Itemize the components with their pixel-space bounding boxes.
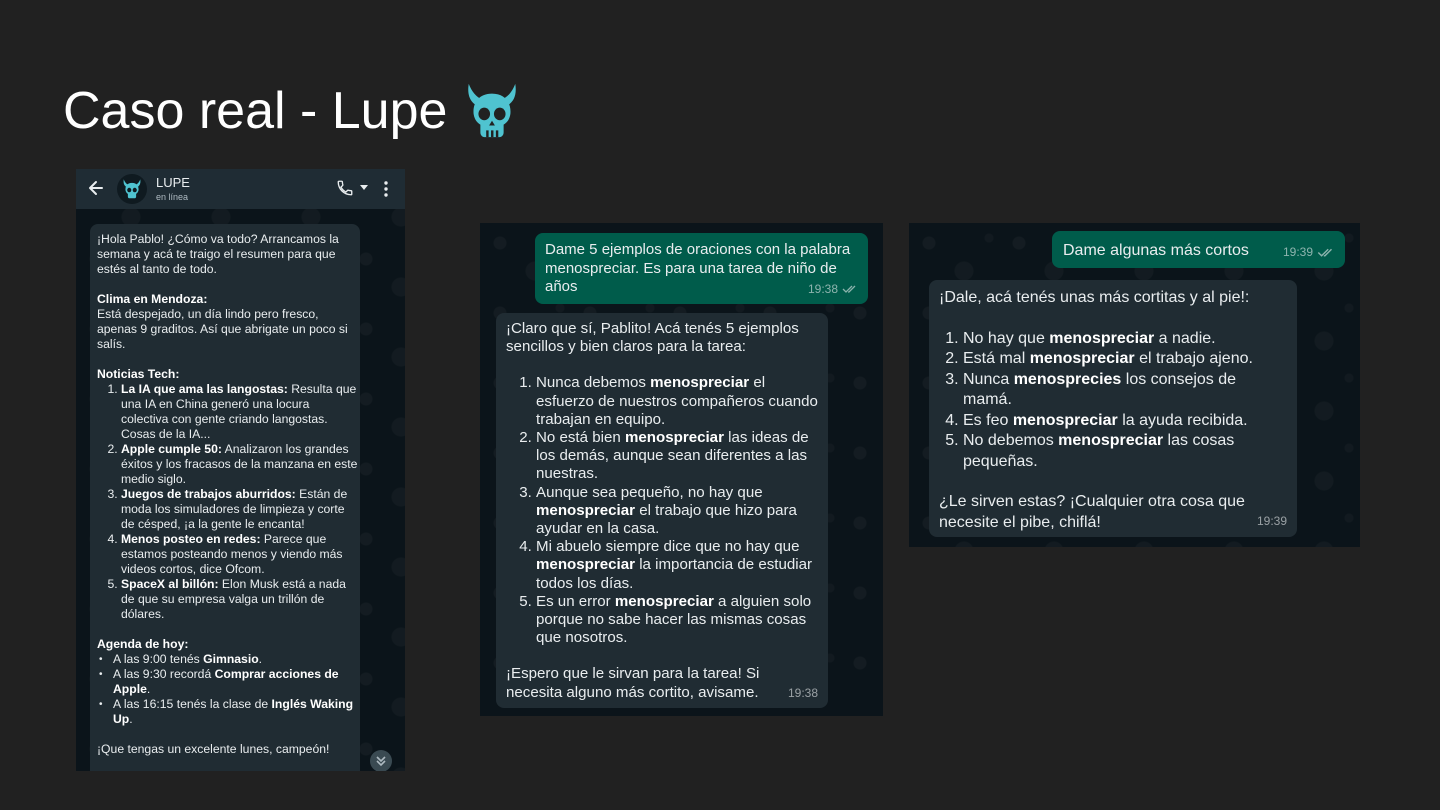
horned-skull-icon (461, 80, 523, 142)
agenda-bold: Gimnasio (203, 652, 259, 666)
news-heading: Noticias Tech: (97, 367, 180, 381)
item-text: Nunca debemos (536, 374, 651, 392)
news-item-text: Analizaron los grandes éxitos y los fracasos de la manzana en este medio siglo. (121, 442, 358, 486)
chat-screenshot-short-examples (909, 223, 1360, 547)
item-text: el trabajo ajeno. (1134, 350, 1253, 367)
list-item (963, 370, 1287, 411)
incoming-message[interactable] (90, 224, 360, 771)
news-item-text: Resulta que una IA en China generó una locura colectiva con gente criando langostas. Cosas de la IA... (121, 382, 357, 441)
news-list (97, 382, 360, 622)
chat-header (76, 169, 405, 209)
item-text: Mi abuelo siempre dice que no hay que (536, 538, 800, 556)
news-item-title: La IA que ama las langostas: (121, 382, 288, 396)
news-item-title: SpaceX al billón: (121, 577, 219, 591)
news-item-title: Juegos de trabajos aburridos: (121, 487, 296, 501)
list-item (121, 577, 360, 622)
contact-name[interactable]: LUPE (156, 175, 190, 190)
news-item-text: Elon Musk está a nada de que su empresa valga un trillón de dólares. (121, 577, 346, 621)
list-item (963, 329, 1287, 350)
slide-title-text: Caso real - Lupe (63, 82, 448, 140)
item-bold: menospreciar (1029, 350, 1135, 367)
list-item (536, 538, 818, 593)
list-item (113, 652, 360, 667)
agenda-bold: Comprar acciones de Apple (113, 667, 339, 696)
greeting-text: ¡Hola Pablo! ¿Cómo va todo? Arrancamos la semana y acá te traigo el resumen para que estés al tanto de todo. (97, 232, 339, 276)
item-text: la importancia de estudiar todos los días. (536, 556, 813, 592)
incoming-message[interactable] (929, 280, 1297, 537)
examples-list (506, 374, 818, 647)
item-text: No debemos (963, 432, 1059, 449)
slide-title (63, 80, 523, 142)
outgoing-message[interactable] (1052, 231, 1345, 268)
outgoing-message[interactable] (535, 233, 868, 304)
agenda-text: . (129, 712, 133, 726)
agenda-list (97, 652, 360, 727)
agenda-heading: Agenda de hoy: (97, 637, 189, 651)
item-text: Nunca (963, 370, 1014, 388)
item-bold: menospreciar (614, 592, 714, 610)
item-bold: menospreciar (1058, 432, 1164, 449)
list-item (536, 593, 818, 648)
item-bold: menosprecies (1013, 370, 1122, 388)
closing-text: ¡Que tengas un excelente lunes, campeón! (97, 742, 330, 756)
double-chevron-down-icon (375, 755, 387, 767)
list-item (536, 429, 818, 484)
examples-list (939, 329, 1287, 473)
agenda-text: . (146, 682, 151, 696)
list-item (536, 374, 818, 429)
item-text: Es un error (536, 592, 615, 610)
list-item (113, 697, 360, 727)
item-text: a alguien solo porque no sabe hacer las mismas cosas que nosotros. (536, 592, 812, 647)
news-item-text: Parece que estamos posteando menos y viendo más videos cortos, dice Ofcom. (121, 532, 343, 576)
outgoing-message-text: Dame algunas más cortos (1063, 242, 1249, 259)
contact-status: en línea (156, 192, 189, 202)
incoming-message[interactable] (496, 313, 828, 708)
agenda-bold: Inglés Waking Up (113, 697, 354, 726)
list-item (121, 382, 360, 442)
item-text: Es feo (963, 411, 1013, 429)
agenda-text: A las 9:00 tenés (113, 652, 204, 666)
message-time: 19:38 (787, 685, 818, 700)
item-text: el esfuerzo de nuestros compañeros cuando trabajan en equipo. (536, 374, 818, 428)
list-item (963, 349, 1287, 370)
news-item-text: Están de moda los simuladores de limpieza y corte de césped, ¡a la gente le encanta! (121, 487, 348, 531)
item-bold: menospreciar (624, 429, 724, 447)
list-item (963, 411, 1287, 432)
list-item (113, 667, 360, 697)
weather-text: Está despejado, un día lindo pero fresco, apenas 9 graditos. Así que abrigate un poco si salís. (97, 307, 348, 351)
item-text: las ideas de los demás, aunque sean diferentes a las nuestras. (536, 429, 809, 483)
agenda-text: . (258, 652, 263, 666)
news-item-title: Menos posteo en redes: (121, 532, 261, 546)
outro-text: ¡Espero que le sirvan para la tarea! Si necesita alguno más cortito, avisame. (506, 665, 760, 701)
scroll-down-button[interactable] (370, 750, 392, 771)
outro-text: ¿Le sirven estas? ¡Cualquier otra cosa que necesite el pibe, chiflá! (939, 493, 1245, 531)
item-text: No hay que (963, 329, 1050, 347)
item-text: No está bien (536, 429, 625, 447)
item-text: Aunque sea pequeño, no hay que (536, 483, 763, 501)
phone-call-icon[interactable] (336, 179, 354, 197)
avatar-skull-icon (121, 178, 143, 200)
outgoing-message-text: Dame 5 ejemplos de oraciones con la palabra menospreciar. Es para una tarea de niño de años (545, 241, 851, 295)
list-item (536, 484, 818, 539)
item-text: el trabajo que hizo para ayudar en la casa. (536, 501, 797, 538)
item-text: la ayuda recibida. (1117, 411, 1248, 429)
item-bold: menospreciar (536, 556, 635, 574)
item-text: a nadie. (1154, 329, 1216, 347)
message-time: 19:38 (807, 281, 838, 296)
item-bold: menospreciar (1049, 329, 1155, 347)
double-check-icon (842, 284, 858, 294)
list-item (121, 487, 360, 532)
back-arrow-icon[interactable] (86, 178, 106, 198)
phone-chat-screenshot (76, 169, 405, 771)
intro-text: ¡Claro que sí, Pablito! Acá tenés 5 ejemplos sencillos y bien claros para la tarea: (506, 320, 799, 356)
item-bold: menospreciar (536, 501, 635, 519)
message-time: 19:39 (1282, 245, 1313, 259)
avatar[interactable] (117, 174, 147, 204)
item-text: las cosas pequeñas. (963, 432, 1235, 470)
news-item-title: Apple cumple 50: (121, 442, 222, 456)
agenda-text: A las 16:15 tenés la clase de (113, 697, 272, 711)
item-bold: menospreciar (1012, 411, 1118, 429)
double-check-icon (1317, 247, 1335, 258)
chat-screenshot-examples (480, 223, 883, 716)
item-text: Está mal (963, 350, 1030, 367)
message-meta (1283, 243, 1335, 262)
list-item (121, 532, 360, 577)
item-bold: menospreciar (650, 374, 750, 392)
agenda-text: A las 9:30 recordá (113, 667, 215, 681)
intro-text: ¡Dale, acá tenés unas más cortitas y al pie!: (939, 289, 1250, 306)
list-item (121, 442, 360, 487)
list-item (963, 431, 1287, 472)
message-meta (808, 280, 858, 299)
caret-down-icon[interactable] (360, 183, 368, 191)
item-text: los consejos de mamá. (963, 370, 1237, 408)
more-vertical-icon[interactable] (382, 180, 390, 198)
weather-heading: Clima en Mendoza: (97, 292, 208, 306)
message-time: 19:39 (1256, 513, 1287, 528)
